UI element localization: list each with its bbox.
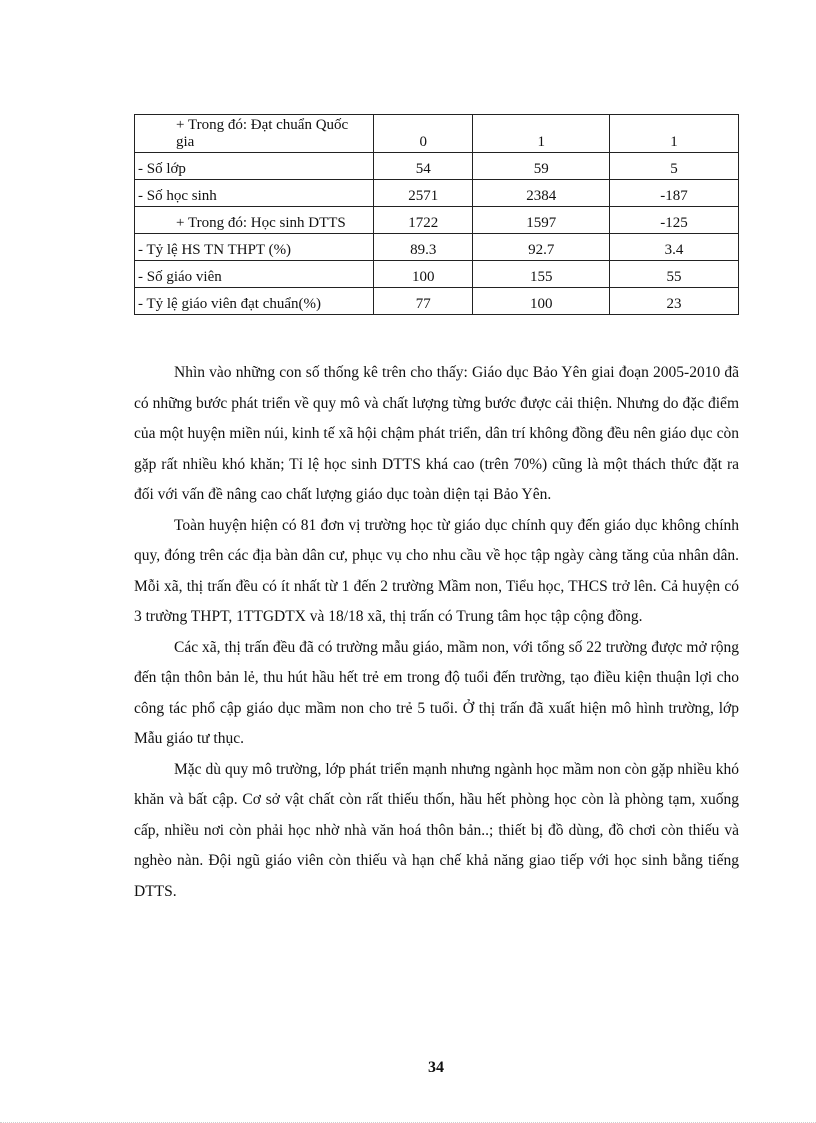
row-label: + Trong đó: Học sinh DTTS: [176, 215, 346, 231]
value-cell: 100: [473, 288, 610, 315]
table-row: [135, 288, 739, 315]
table-row: [135, 115, 739, 153]
value-cell: 1597: [473, 207, 610, 234]
value-cell: 55: [610, 261, 739, 288]
row-label: - Số học sinh: [138, 188, 217, 204]
row-label-cell: [135, 288, 374, 315]
value-cell: 3.4: [610, 234, 739, 261]
value-cell: -125: [610, 207, 739, 234]
row-label-cell: [135, 180, 374, 207]
value-cell: 2384: [473, 180, 610, 207]
table-row: [135, 153, 739, 180]
value-cell: 0: [374, 115, 473, 153]
row-label: - Tỷ lệ giáo viên đạt chuẩn(%): [138, 296, 321, 312]
row-label-cell: [135, 115, 374, 153]
value-cell: 1: [473, 115, 610, 153]
table-row: [135, 180, 739, 207]
paragraph-1: Nhìn vào những con số thống kê trên cho thấy: Giáo dục Bảo Yên giai đoạn 2005-2010 đã có những bước phát triển về quy mô và chất lượng từng bước được cải thiện. Nhưng do đặc điểm của một huyện miền núi, kinh tế xã hội chậm phát triển, dân trí không đồng đều nên giáo dục còn gặp rất nhiều khó khăn; Tỉ lệ học sinh DTTS khá cao (trên 70%) cũng là một thách thức đặt ra đối với vấn đề nâng cao chất lượng giáo dục toàn diện tại Bảo Yên.: [134, 364, 739, 503]
value-cell: 54: [374, 153, 473, 180]
table-row: [135, 261, 739, 288]
table-row: [135, 207, 739, 234]
row-label: - Số giáo viên: [138, 269, 222, 285]
paragraph-4: Mặc dù quy mô trường, lớp phát triển mạnh nhưng ngành học mầm non còn gặp nhiều khó khăn và bất cập. Cơ sở vật chất còn rất thiếu thốn, hầu hết phòng học còn là phòng tạm, xuống cấp, nhiều nơi còn phải học nhờ nhà văn hoá thôn bản..; thiết bị đồ dùng, đồ chơi còn thiếu và nghèo nàn. Đội ngũ giáo viên còn thiếu và hạn chế khả năng giao tiếp với học sinh bằng tiếng DTTS.: [134, 760, 739, 900]
value-cell: -187: [610, 180, 739, 207]
value-cell: 2571: [374, 180, 473, 207]
value-cell: 89.3: [374, 234, 473, 261]
row-label-cell: [135, 153, 374, 180]
value-cell: 155: [473, 261, 610, 288]
row-label: - Tỷ lệ HS TN THPT (%): [138, 242, 292, 258]
value-cell: 92.7: [473, 234, 610, 261]
row-label-cell: [135, 234, 374, 261]
body-text: [134, 358, 739, 907]
value-cell: 5: [610, 153, 739, 180]
value-cell: 23: [610, 288, 739, 315]
statistics-table: [134, 114, 739, 315]
page-number: 34: [428, 1059, 444, 1076]
row-label: + Trong đó: Đạt chuẩn Quốc gia: [176, 117, 349, 150]
row-label-cell: [135, 261, 374, 288]
value-cell: 59: [473, 153, 610, 180]
value-cell: 100: [374, 261, 473, 288]
paragraph-2: Toàn huyện hiện có 81 đơn vị trường học từ giáo dục chính quy đến giáo dục không chính quy, đóng trên các địa bàn dân cư, phục vụ cho nhu cầu về học tập ngày càng tăng của nhân dân. Mỗi xã, thị trấn đều có ít nhất từ 1 đến 2 trường Mầm non, Tiểu học, THCS trở lên. Cả huyện có 3 trường THPT, 1TTGDTX và 18/18 xã, thị trấn có Trung tâm học tập cộng đồng.: [134, 516, 739, 625]
row-label: - Số lớp: [138, 161, 186, 177]
value-cell: 1722: [374, 207, 473, 234]
table-row: [135, 234, 739, 261]
value-cell: 1: [610, 115, 739, 153]
paragraph-3: Các xã, thị trấn đều đã có trường mẫu giáo, mầm non, với tổng số 22 trường được mở rộng đến tận thôn bản lẻ, thu hút hầu hết trẻ em trong độ tuổi đến trường, tạo điều kiện thuận lợi cho công tác phổ cập giáo dục mầm non cho trẻ 5 tuổi. Ở thị trấn đã xuất hiện mô hình trường, lớp Mẫu giáo tư thục.: [134, 638, 739, 747]
row-label-cell: [135, 207, 374, 234]
value-cell: 77: [374, 288, 473, 315]
